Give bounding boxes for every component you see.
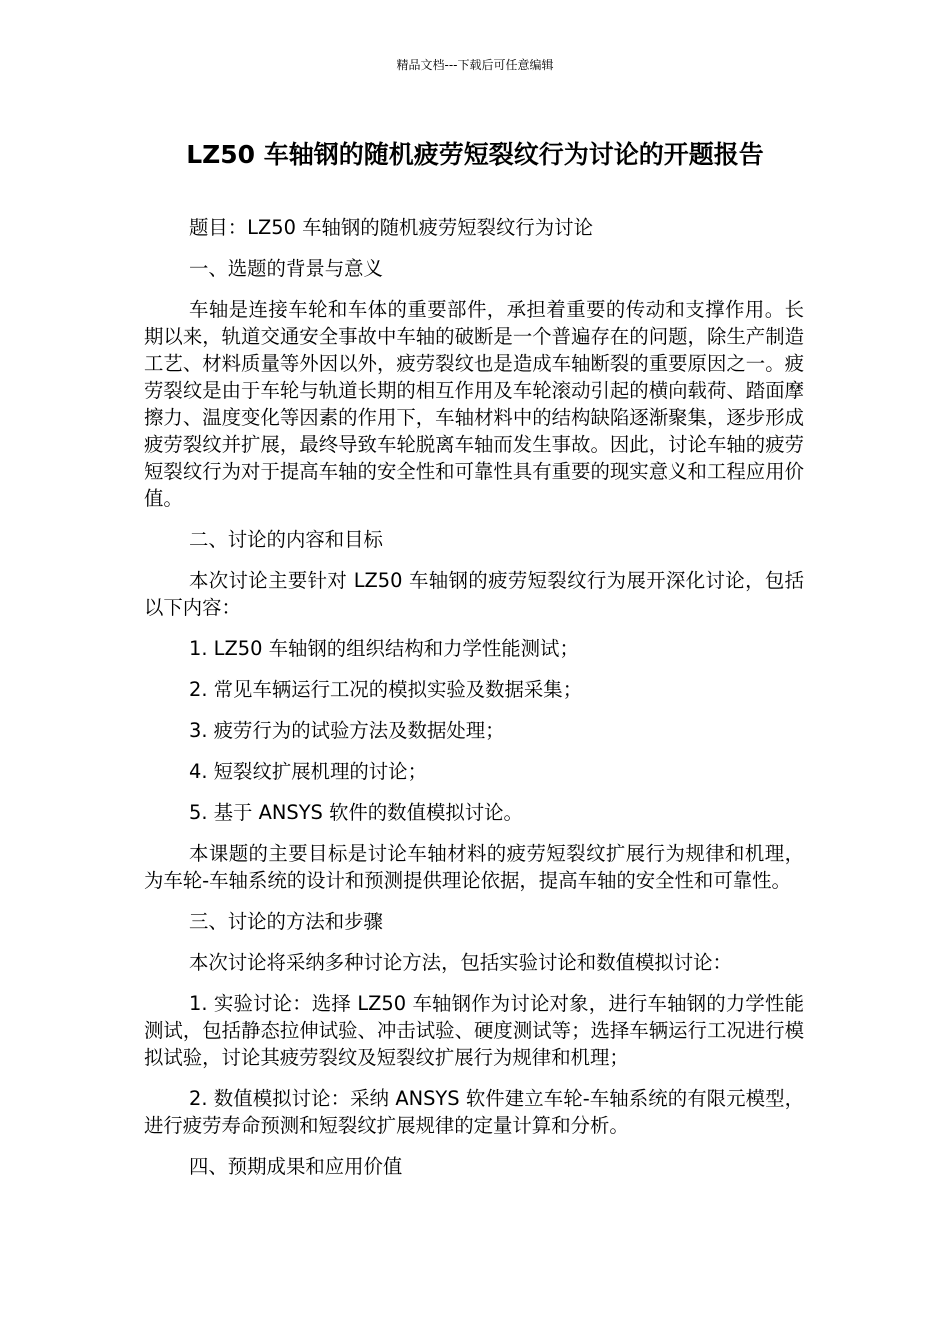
body-paragraph: 本次讨论将采纳多种讨论方法，包括实验讨论和数值模拟讨论：	[189, 951, 732, 974]
body-paragraph: 车轴是连接车轮和车体的重要部件，承担着重要的传动和支撑作用。长期以来，轨道交通安全事故中车轴的破断是一个普遍存在的问题，除生产制造工艺、材料质量等外因以外，疲劳裂纹也是造成车轴断裂的重要原因之一。疲劳裂纹是由于车轮与轨道长期的相互作用及车轮滚动引起的横向载荷、踏面摩擦力、温度变化等因素的作用下，车轴材料中的结构缺陷逐渐聚集，逐步形成疲劳裂纹并扩展，最终导致车轮脱离车轴而发生事故。因此，讨论车轴的疲劳短裂纹行为对于提高车轴的安全性和可靠性具有重要的现实意义和工程应用价值。	[144, 298, 804, 510]
page-header-note: 精品文档---下载后可任意编辑	[396, 58, 554, 72]
section-heading: 三、讨论的方法和步骤	[189, 910, 383, 933]
list-item: 1. LZ50 车轴钢的组织结构和力学性能测试；	[189, 637, 579, 660]
list-item: 3. 疲劳行为的试验方法及数据处理；	[189, 719, 505, 742]
section-heading: 四、预期成果和应用价值	[189, 1155, 403, 1178]
list-item: 2. 常见车辆运行工况的模拟实验及数据采集；	[189, 678, 583, 701]
list-item: 5. 基于 ANSYS 软件的数值模拟讨论。	[189, 801, 523, 824]
list-item: 4. 短裂纹扩展机理的讨论；	[189, 760, 427, 783]
topic-line: 题目：LZ50 车轴钢的随机疲劳短裂纹行为讨论	[189, 216, 593, 239]
document-title: LZ50 车轴钢的随机疲劳短裂纹行为讨论的开题报告	[186, 140, 764, 169]
body-paragraph: 本次讨论主要针对 LZ50 车轴钢的疲劳短裂纹行为展开深化讨论，包括以下内容：	[144, 569, 804, 619]
document-body	[144, 214, 804, 1194]
list-item: 2. 数值模拟讨论：采纳 ANSYS 软件建立车轮-车轴系统的有限元模型，进行疲劳寿命预测和短裂纹扩展规律的定量计算和分析。	[144, 1087, 804, 1137]
section-heading: 二、讨论的内容和目标	[189, 528, 383, 551]
body-paragraph: 本课题的主要目标是讨论车轴材料的疲劳短裂纹扩展行为规律和机理，为车轮-车轴系统的设计和预测提供理论依据，提高车轴的安全性和可靠性。	[144, 842, 804, 892]
section-heading: 一、选题的背景与意义	[189, 257, 383, 280]
list-item: 1. 实验讨论：选择 LZ50 车轴钢作为讨论对象，进行车轴钢的力学性能测试，包括静态拉伸试验、冲击试验、硬度测试等；选择车辆运行工况进行模拟试验，讨论其疲劳裂纹及短裂纹扩展行为规律和机理；	[144, 992, 804, 1069]
